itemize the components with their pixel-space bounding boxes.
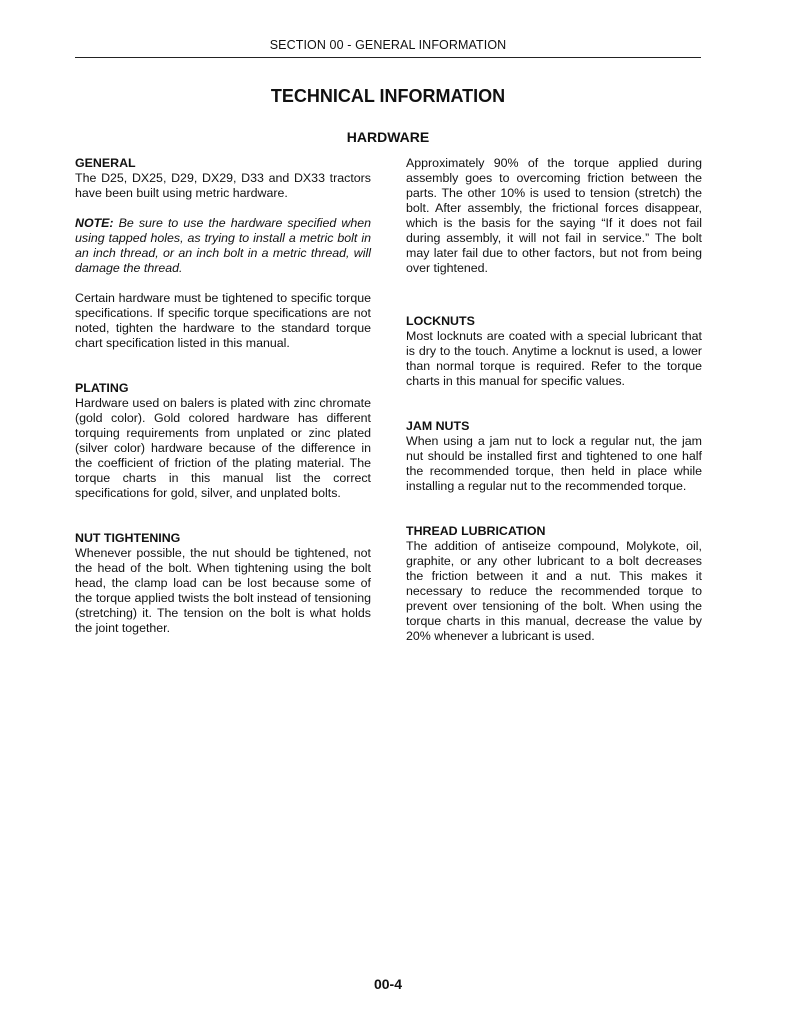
thread-lubrication-text: The addition of antiseize compound, Molykote, oil, graphite, or any other lubricant to a bolt decreases the friction between it and a nut. This makes it necessary to reduce the recommended torque to prevent over tensioning of the bolt. When using the torque charts in this manual, decrease the value by 20% whenever a lubricant is used.: [406, 539, 702, 643]
section-jam-nuts: [406, 419, 702, 494]
note-label: NOTE:: [75, 216, 114, 230]
nut-tightening-text: Whenever possible, the nut should be tightened, not the head of the bolt. When tightening using the bolt head, the clamp load can be lost because some of the torque applied twists the bolt instead of tensioning (stretching) it. The tension on the bolt is what holds the joint together.: [75, 546, 371, 635]
right-column: [406, 156, 702, 644]
section-nut-tightening: [75, 531, 371, 636]
section-locknuts: [406, 314, 702, 389]
left-column: [75, 156, 371, 636]
section-plating: [75, 381, 371, 501]
plating-heading: PLATING: [75, 381, 129, 395]
general-text: The D25, DX25, D29, DX29, D33 and DX33 tractors have been built using metric hardware.: [75, 171, 371, 200]
intro-text: Approximately 90% of the torque applied during assembly goes to overcoming friction between the parts. The other 10% is used to tension (stretch) the bolt. After assembly, the frictional forces disappear, which is the basis for the saying “If it does not fail during assembly, it will not fail in service.” The bolt may later fail due to other factors, but not from being over tightened.: [406, 156, 702, 275]
locknuts-heading: LOCKNUTS: [406, 314, 475, 328]
header-rule: [75, 57, 701, 58]
page-number: 00-4: [373, 976, 403, 992]
jam-nuts-heading: JAM NUTS: [406, 419, 470, 433]
note-text: Be sure to use the hardware specified when using tapped holes, as trying to install a metric bolt in an inch thread, or an inch bolt in a metric thread, will damage the thread.: [75, 216, 371, 275]
locknuts-text: Most locknuts are coated with a special lubricant that is dry to the touch. Anytime a locknut is used, a lower than normal torque is required. Refer to the torque charts in this manual for specific values.: [406, 329, 702, 388]
section-general: [75, 156, 371, 351]
section-thread-lubrication: [406, 524, 702, 644]
general-text-2: Certain hardware must be tightened to specific torque specifications. If specific torque specifications are not noted, tighten the hardware to the standard torque chart specification listed in this manual.: [75, 291, 371, 350]
nut-tightening-heading: NUT TIGHTENING: [75, 531, 181, 545]
page-subtitle: HARDWARE: [346, 129, 430, 145]
general-note: [75, 216, 371, 276]
section-intro: [406, 156, 702, 276]
jam-nuts-text: When using a jam nut to lock a regular nut, the jam nut should be installed first and tightened to one half the recommended torque, then held in place while installing a regular nut to the recommended torque.: [406, 434, 702, 493]
section-header: SECTION 00 - GENERAL INFORMATION: [269, 38, 507, 52]
page-title: TECHNICAL INFORMATION: [270, 86, 506, 106]
plating-text: Hardware used on balers is plated with zinc chromate (gold color). Gold colored hardware has different torquing requirements from unplated or zinc plated (silver color) hardware because of the difference in the coefficient of friction of the plating material. The torque charts in this manual list the correct specifications for gold, silver, and unplated bolts.: [75, 396, 371, 500]
general-heading: GENERAL: [75, 156, 136, 170]
thread-lubrication-heading: THREAD LUBRICATION: [406, 524, 546, 538]
